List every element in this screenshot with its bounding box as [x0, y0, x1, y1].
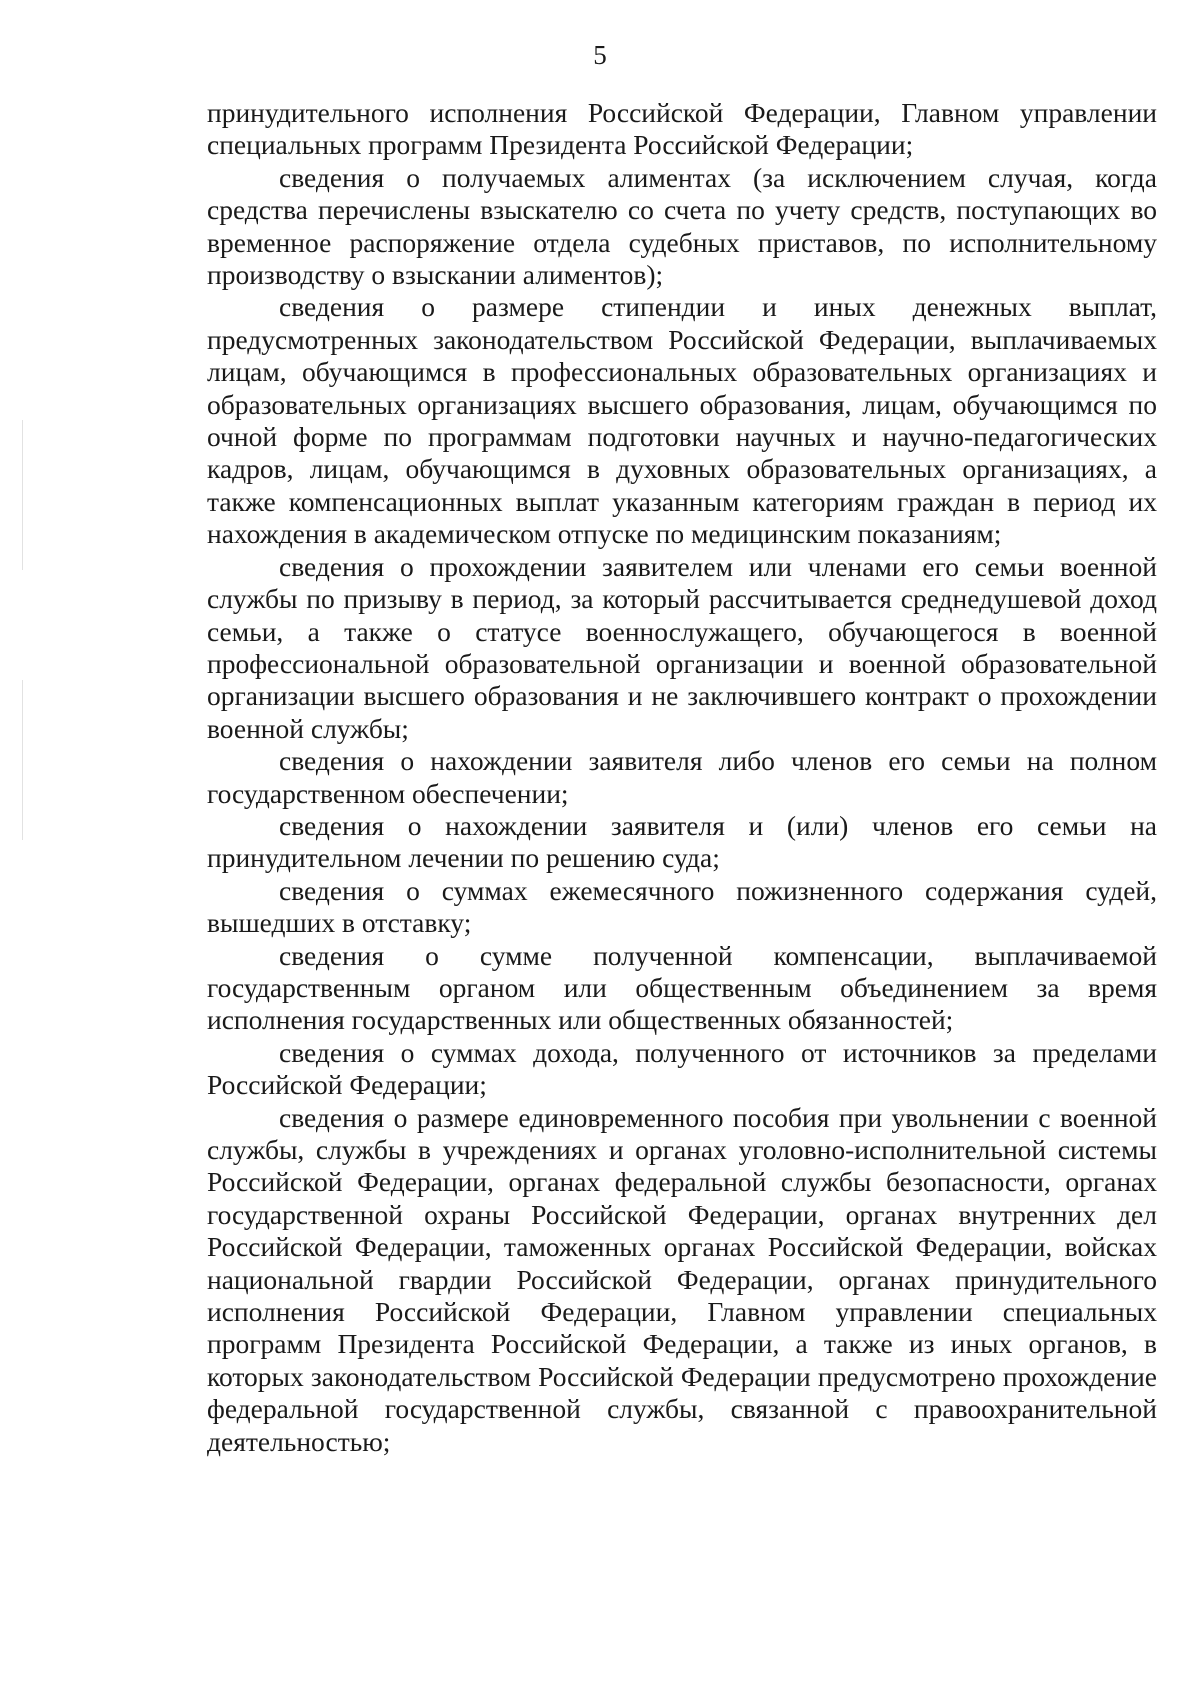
page-number: 5	[593, 40, 607, 70]
scan-artifact-line	[22, 680, 23, 840]
paragraph-scholarship: сведения о размере стипендии и иных денежных выплат, предусмотренных законодательством Российской Федерации, выплачиваемых лицам, обучающимся в профессиональных образовательных организациях и образовательных организациях высшего образования, лицам, обучающимся по очной форме по программам подготовки научных и научно-педагогических кадров, лицам, обучающимся в духовных образовательных организациях, а также компенсационных выплат указанным категориям граждан в период их нахождения в академическом отпуске по медицинским показаниям;	[207, 291, 1157, 550]
scan-artifact-line	[22, 420, 23, 570]
paragraph-alimony: сведения о получаемых алиментах (за исключением случая, когда средства перечислены взыскателю со счета по учету средств, поступающих во временное распоряжение отдела судебных приставов, по исполнительному производству о взыскании алиментов);	[207, 161, 1157, 291]
document-body	[207, 97, 1157, 1458]
paragraph-military-service: сведения о прохождении заявителем или членами его семьи военной службы по призыву в период, за который рассчитывается среднедушевой доход семьи, а также о статусе военнослужащего, обучающегося в военной профессиональной образовательной организации и военной образовательной организации высшего образования и не заключившего контракт о прохождении военной службы;	[207, 550, 1157, 744]
paragraph-compulsory-treatment: сведения о нахождении заявителя и (или) членов его семьи на принудительном лечении по решению суда;	[207, 809, 1157, 874]
paragraph-severance-allowance: сведения о размере единовременного пособия при увольнении с военной службы, службы в учреждениях и органах уголовно-исполнительной системы Российской Федерации, органах федеральной службы безопасности, органах государственной охраны Российской Федерации, органах внутренних дел Российской Федерации, таможенных органах Российской Федерации, войсках национальной гвардии Российской Федерации, органах принудительного исполнения Российской Федерации, Главном управлении специальных программ Президента Российской Федерации, а также из иных органов, в которых законодательством Российской Федерации предусмотрено прохождение федеральной государственной службы, связанной с правоохранительной деятельностью;	[207, 1101, 1157, 1457]
paragraph-judges-allowance: сведения о суммах ежемесячного пожизненного содержания судей, вышедших в отставку;	[207, 874, 1157, 939]
paragraph-foreign-income: сведения о суммах дохода, полученного от источников за пределами Российской Федерации;	[207, 1036, 1157, 1101]
paragraph-compensation: сведения о сумме полученной компенсации, выплачиваемой государственным органом или общественным объединением за время исполнения государственных или общественных обязанностей;	[207, 939, 1157, 1036]
paragraph-state-support: сведения о нахождении заявителя либо членов его семьи на полном государственном обеспечении;	[207, 745, 1157, 809]
paragraph-continuation: принудительного исполнения Российской Федерации, Главном управлении специальных программ Президента Российской Федерации;	[207, 97, 1157, 161]
